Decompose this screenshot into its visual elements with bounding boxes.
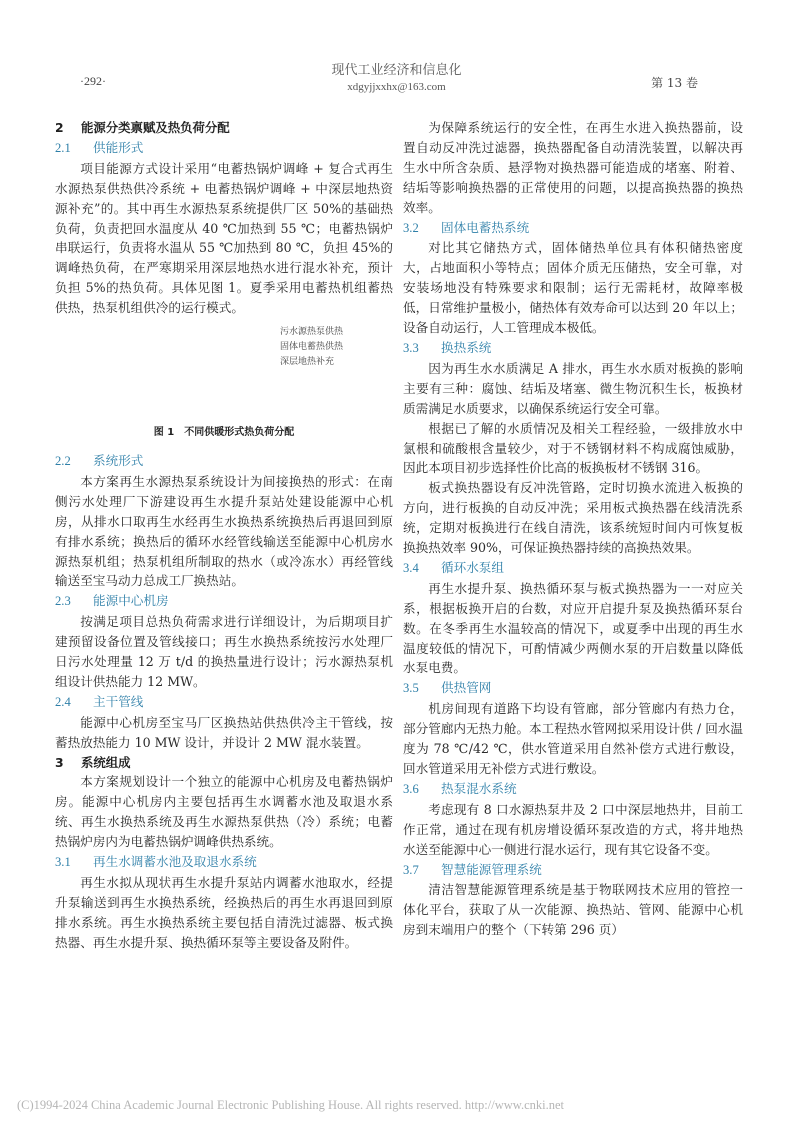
paragraph-2-4: 能源中心机房至宝马厂区换热站供热供冷主干管线，按蓄热放热能力 10 MW 设计，并设计 2 MW 混水装置。 bbox=[55, 714, 393, 750]
figure-1 bbox=[55, 323, 393, 419]
paragraph-3-3-c: 板式换热器设有反冲洗管路，定时切换水流进入板换的方向，进行板换的自动反冲洗；采用板式换热器在线清洗系统，定期对板换进行在线自清洗，该系统短时间内可恢复板换换热效率 90%，可保证换热器持续的高换热效果。 bbox=[403, 480, 743, 556]
journal-email: xdgyjjxxhx@163.com bbox=[347, 81, 446, 93]
page-header bbox=[0, 62, 793, 102]
section-heading-2-1: 2.1 供能形式 bbox=[55, 139, 144, 155]
section-heading-3-4: 3.4 循环水泵组 bbox=[403, 559, 504, 575]
paragraph-2-3: 按满足项目总热负荷需求进行详细设计，为后期项目扩建预留设备位置及管线接口；再生水换热系统按污水处理厂日污水处理量 12 万 t/d 的换热量进行设计；污水源热泵机组设计供热能力 12 MW。 bbox=[55, 614, 393, 689]
paragraph-3-7: 清洁智慧能源管理系统是基于物联网技术应用的管控一体化平台，获取了从一次能源、换热站、管网、能源中心机房到末端用户的整个（下转第 296 页） bbox=[403, 882, 743, 938]
section-heading-3-1: 3.1 再生水调蓄水池及取退水系统 bbox=[55, 854, 257, 870]
paragraph-3-4: 再生水提升泵、换热循环泵与板式换热器为一一对应关系，根据板换开启的台数，对应开启提升泵及换热循环泵台数。在冬季再生水温较高的情况下，或夏季中出现的再生水温度较低的情况下，可酌情减少两侧水泵的开启数量以降低水泵电费。 bbox=[403, 580, 743, 676]
paragraph-3-1-continued: 为保障系统运行的安全性，在再生水进入换热器前，设置自动反冲洗过滤器，换热器配备自动清洗装置，以解决再生水中所含杂质、悬浮物对换热器可能造成的堵塞、附着、结垢等影响换热器的正常使用的问题，以提高换热器的换热效率。 bbox=[403, 120, 743, 215]
section-heading-3-3: 3.3 换热系统 bbox=[403, 339, 492, 355]
left-column bbox=[55, 118, 393, 953]
section-heading-2: 2 能源分类禀赋及热负荷分配 bbox=[55, 120, 230, 135]
section-heading-2-2: 2.2 系统形式 bbox=[55, 452, 144, 468]
legend-item: 污水源热泵供热 bbox=[280, 327, 344, 338]
copyright-footer: (C)1994-2024 China Academic Journal Electronic Publishing House. All rights reserved. http://www.cnki.net bbox=[17, 1098, 565, 1112]
paragraph-3-1: 再生水拟从现状再生水提升泵站内调蓄水池取水，经提升泵输送到再生水换热系统，经换热后的再生水再退回到原排水系统。再生水换热系统主要包括自清洗过滤器、板式换热器、再生水提升泵、换热循环泵等主要设备及附件。 bbox=[55, 875, 393, 950]
section-heading-2-3: 2.3 能源中心机房 bbox=[55, 593, 169, 609]
section-heading-3-6: 3.6 热泵混水系统 bbox=[403, 780, 517, 796]
paragraph-3: 本方案规划设计一个独立的能源中心机房及电蓄热锅炉房。能源中心机房内主要包括再生水调蓄水池及取退水系统、再生水换热系统及再生水源热泵供热（冷）系统；电蓄热锅炉房内为电蓄热锅炉调峰供热系统。 bbox=[55, 774, 393, 850]
paragraph-3-3-b: 根据已了解的水质情况及相关工程经验，一级排放水中氯根和硫酸根含量较少，对于不锈钢材料不构成腐蚀威胁，因此本项目初步选择性价比高的板换板材不锈钢 316。 bbox=[403, 420, 743, 476]
volume-label: 第 13 卷 bbox=[651, 76, 698, 90]
figure-caption: 图 1 不同供暖形式热负荷分配 bbox=[153, 427, 295, 439]
section-heading-3-7: 3.7 智慧能源管理系统 bbox=[403, 861, 542, 877]
legend-item: 固体电蓄热供热 bbox=[280, 342, 344, 353]
legend-item: 深层地热补充 bbox=[280, 357, 335, 368]
right-column bbox=[403, 118, 743, 940]
section-heading-3-5: 3.5 供热管网 bbox=[403, 680, 492, 696]
page-number: ·292· bbox=[80, 74, 106, 88]
section-heading-3-2: 3.2 固体电蓄热系统 bbox=[403, 219, 530, 235]
paragraph-2-1: 项目能源方式设计采用“电蓄热锅炉调峰 + 复合式再生水源热泵供热供冷系统 + 电蓄热锅炉调峰 + 中深层地热资源补充”的。其中再生水源热泵系统提供厂区 50%的基础热负荷，负责把回水温度从 40 ℃加热到 55 ℃；电蓄热锅炉串联运行，负责将水温从 55 ℃加热到 80 ℃，负担 45%的调峰热负荷，在严寒期采用深层地热水进行混水补充，预计负担 5%的热负荷。具体见图 1。夏季采用电蓄热机组蓄热供热，热泵机组供冷的运行模式。 bbox=[55, 160, 393, 316]
paragraph-3-6: 考虑现有 8 口水源热泵井及 2 口中深层地热井，目前工作正常，通过在现有机房增设循环泵改造的方式，将井地热水送至能源中心一侧进行混水运行，现有其它设备不变。 bbox=[403, 801, 743, 857]
paragraph-3-5: 机房间现有道路下均设有管廊，部分管廊内有热力仓，部分管廊内无热力舱。本工程热水管网拟采用设计供 / 回水温度为 78 ℃/42 ℃，供水管道采用自然补偿方式进行敷设，回水管道采用无补偿方式进行敷设。 bbox=[403, 701, 743, 776]
figure-legend bbox=[280, 325, 343, 370]
section-heading-3: 3 系统组成 bbox=[55, 754, 131, 770]
paragraph-3-3-a: 因为再生水水质满足 A 排水，再生水水质对板换的影响主要有三种：腐蚀、结垢及堵塞、微生物沉积生长，板换材质需满足水质要求，以确保系统运行安全可靠。 bbox=[403, 360, 743, 416]
section-heading-2-4: 2.4 主干管线 bbox=[55, 693, 144, 709]
paragraph-3-2: 对比其它储热方式，固体储热单位具有体积储热密度大，占地面积小等特点；固体介质无压储热，安全可靠，对安装场地没有特殊要求和限制；运行无需耗材，故障率极低，日常维护量极小，储热体有效寿命可以达到 20 年以上；设备自动运行，人工管理成本极低。 bbox=[403, 240, 743, 336]
paragraph-2-2: 本方案再生水源热泵系统设计为间接换热的形式：在南侧污水处理厂下游建设再生水提升泵站处建设能源中心机房，从排水口取再生水经再生水换热系统换热后再退回到原有排水系统；换热后的循环水经管线输送至能源中心机房水源热泵机组；热泵机组所制取的热水（或冷冻水）再经管线输送至宝马动力总成工厂换热站。 bbox=[55, 473, 393, 589]
journal-title: 现代工业经济和信息化 bbox=[331, 63, 462, 78]
